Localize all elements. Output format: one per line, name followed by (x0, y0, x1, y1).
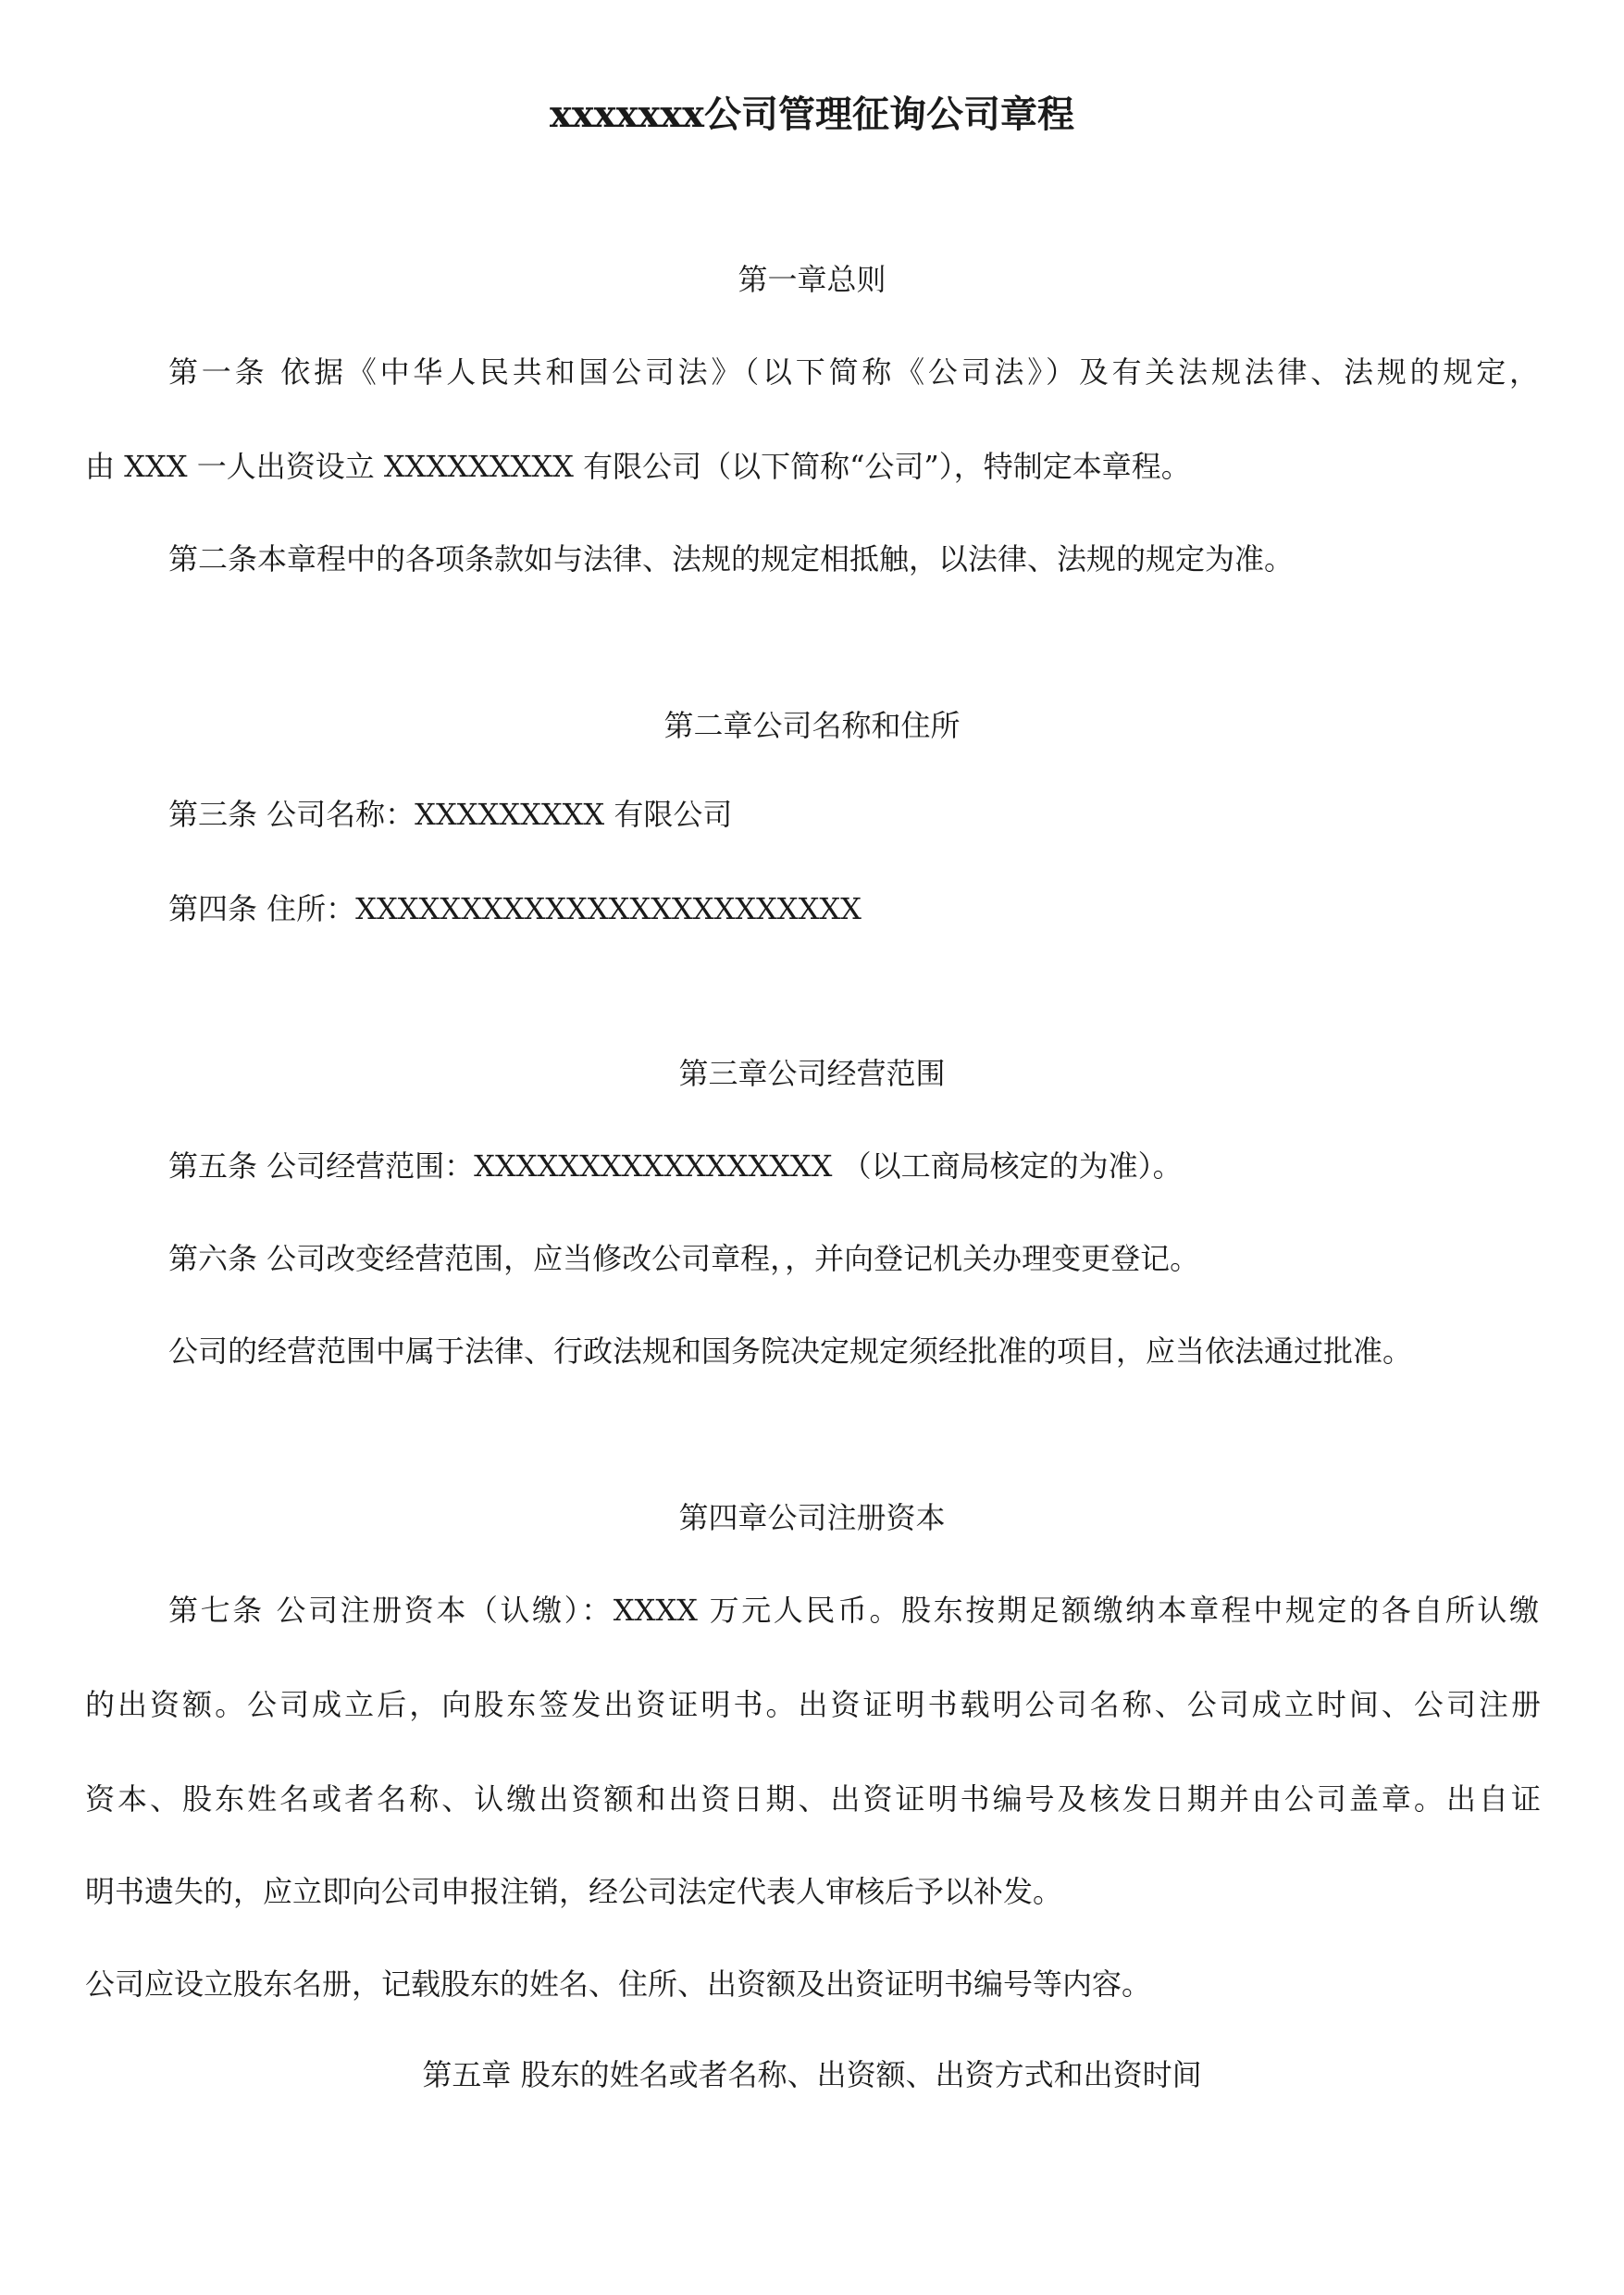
chapter-2-heading: 第二章公司名称和住所 (663, 708, 961, 743)
chapter-1-heading: 第一章总则 (738, 262, 886, 297)
article-5: 第五条 公司经营范围：XXXXXXXXXXXXXXXXX （以工商局核定的为准）。 (168, 1148, 1183, 1184)
chapter-5-heading: 第五章 股东的姓名或者名称、出资额、出资方式和出资时间 (422, 2057, 1202, 2092)
chapter-4-paragraph: 公司应设立股东名册，记载股东的姓名、住所、出资额及出资证明书编号等内容。 (85, 1966, 1152, 2002)
article-7-line-4: 明书遗失的，应立即向公司申报注销，经公司法定代表人审核后予以补发。 (85, 1874, 1063, 1909)
article-6: 第六条 公司改变经营范围，应当修改公司章程，，并向登记机关办理变更登记。 (168, 1241, 1200, 1276)
article-1-line-2: 由 XXX 一人出资设立 XXXXXXXXX 有限公司（以下简称“公司”），特制定本章程。 (85, 449, 1191, 484)
chapter-4-heading: 第四章公司注册资本 (678, 1500, 946, 1535)
article-1-line-1: 第一条 依据《中华人民共和国公司法》（以下简称《公司法》）及有关法规法律、法规的规定， (168, 354, 1539, 390)
article-4: 第四条 住所：XXXXXXXXXXXXXXXXXXXXXXXX (168, 891, 862, 926)
chapter-3-paragraph: 公司的经营范围中属于法律、行政法规和国务院决定规定须经批准的项目，应当依法通过批准。 (168, 1334, 1413, 1369)
article-3: 第三条 公司名称：XXXXXXXXX 有限公司 (168, 797, 733, 832)
article-7-line-3: 资本、股东姓名或者名称、认缴出资额和出资日期、出资证明书编号及核发日期并由公司盖章。出自证 (85, 1781, 1541, 1817)
article-7-line-2: 的出资额。公司成立后，向股东签发出资证明书。出资证明书载明公司名称、公司成立时间、公司注册 (85, 1687, 1541, 1722)
article-2: 第二条本章程中的各项条款如与法律、法规的规定相抵触，以法律、法规的规定为准。 (168, 541, 1295, 577)
article-7-line-1: 第七条 公司注册资本（认缴）：XXXX 万元人民币。股东按期足额缴纳本章程中规定的各自所认缴 (168, 1593, 1539, 1628)
document-title: xxxxxxx公司管理征询公司章程 (550, 93, 1074, 136)
chapter-3-heading: 第三章公司经营范围 (678, 1056, 946, 1091)
